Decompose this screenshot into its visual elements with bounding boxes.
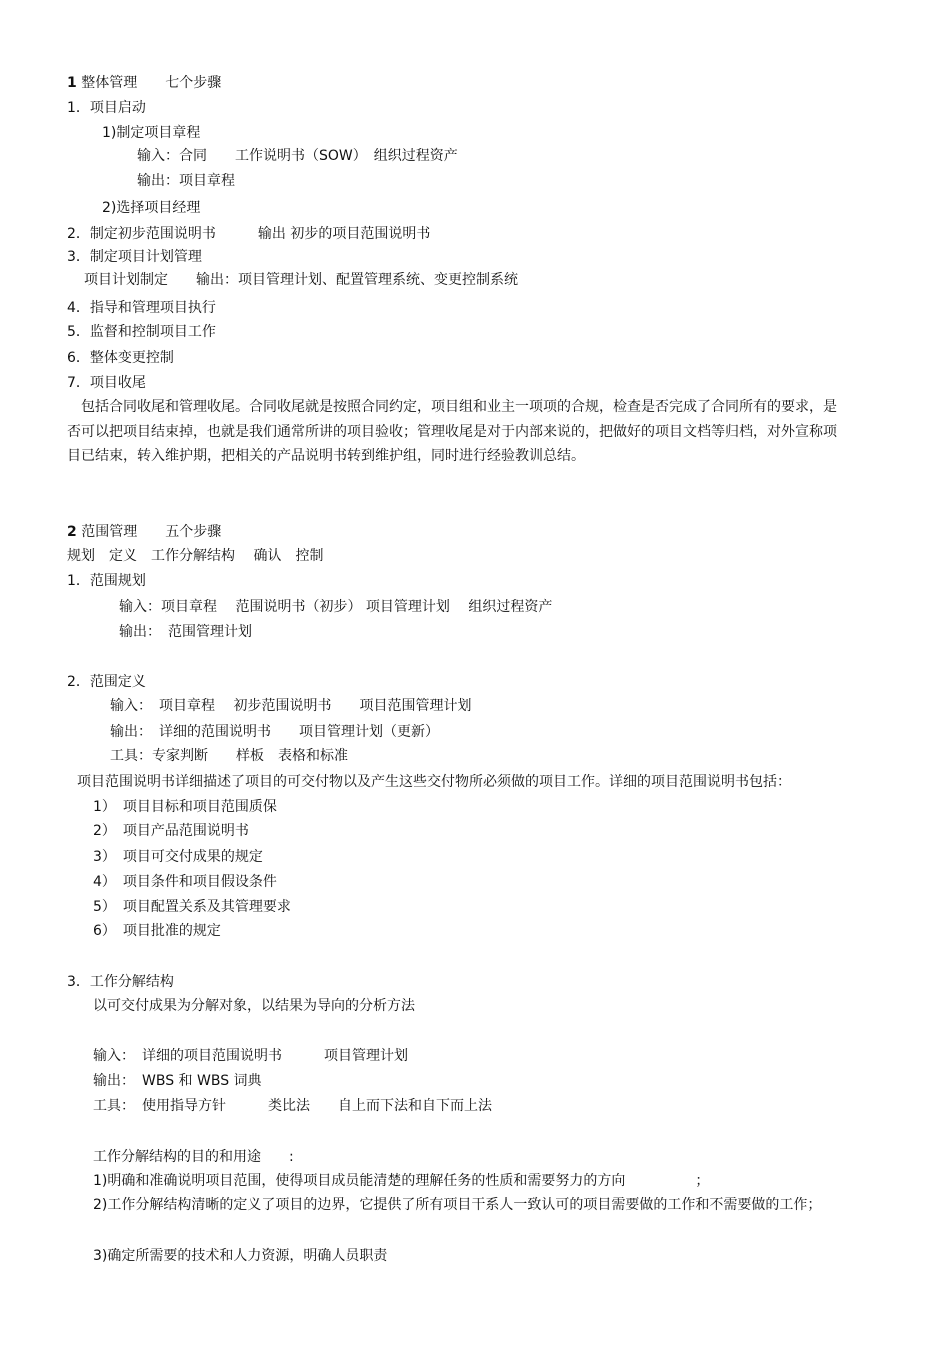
section-2-title: 范围管理 五个步骤: [76, 524, 222, 540]
s1-step-1-sub-1-output: 输出：项目章程: [137, 173, 235, 189]
section-1-title: 整体管理 七个步骤: [76, 75, 222, 91]
s2-step-1-input: 输入：项目章程 范围说明书（初步） 项目管理计划 组织过程资产: [119, 599, 553, 615]
s1-step-2: 2．制定初步范围说明书 输出 初步的项目范围说明书: [67, 226, 431, 242]
s2-step-3: 3．工作分解结构: [67, 974, 174, 990]
s1-step-7-paragraph: 包括合同收尾和管理收尾。合同收尾就是按照合同约定，项目组和业主一项项的合规，检查是否完成了合同所有的要求，是否可以把项目结束掉，也就是我们通常所讲的项目验收；管理收尾是对于内部来说的，把做好的项目文档等归档，对外宣称项目已结束，转入维护期，把相关的产品说明书转到维护组，同时进行经验教训总结。: [67, 399, 837, 464]
s2-step-3-purpose-2: 2)工作分解结构清晰的定义了项目的边界，它提供了所有项目干系人一致认可的项目需要做的工作和不需要做的工作；: [93, 1197, 822, 1213]
s1-step-7: 7．项目收尾: [67, 375, 146, 391]
s2-step-2-description: 项目范围说明书详细描述了项目的可交付物以及产生这些交付物所必须做的项目工作。详细的项目范围说明书包括：: [77, 774, 791, 790]
list-item: 6） 项目批准的规定: [93, 923, 221, 939]
list-item: 5） 项目配置关系及其管理要求: [93, 899, 291, 915]
s1-step-3-detail: 项目计划制定 输出：项目管理计划、配置管理系统、变更控制系统: [84, 272, 518, 288]
s2-step-2-tools: 工具：专家判断 样板 表格和标准: [110, 748, 348, 764]
section-2-number: 2: [67, 524, 77, 540]
section-1-number: 1: [67, 75, 77, 91]
s2-step-3-output: 输出： WBS 和 WBS 词典: [93, 1073, 262, 1089]
s2-step-2-output: 输出： 详细的范围说明书 项目管理计划（更新）: [110, 724, 439, 740]
list-item: 4） 项目条件和项目假设条件: [93, 874, 277, 890]
s1-step-1-sub-1: 1)制定项目章程: [102, 125, 201, 141]
s2-step-3-purpose: 工作分解结构的目的和用途 :: [93, 1149, 294, 1165]
s2-step-3-purpose-3: 3)确定所需要的技术和人力资源，明确人员职责: [93, 1248, 388, 1264]
s1-step-5: 5．监督和控制项目工作: [67, 324, 216, 340]
s1-step-3: 3．制定项目计划管理: [67, 249, 202, 265]
s1-step-6: 6．整体变更控制: [67, 350, 174, 366]
s2-step-3-input: 输入： 详细的项目范围说明书 项目管理计划: [93, 1048, 408, 1064]
s1-step-1: 1．项目启动: [67, 100, 146, 116]
s2-step-3-description: 以可交付成果为分解对象，以结果为导向的分析方法: [93, 998, 415, 1014]
s2-step-3-tools: 工具： 使用指导方针 类比法 自上而下法和自下而上法: [93, 1098, 492, 1114]
section-2-heading: [67, 522, 221, 542]
s2-step-2: 2．范围定义: [67, 674, 146, 690]
s1-step-1-sub-1-input: 输入：合同 工作说明书（SOW） 组织过程资产: [137, 148, 458, 164]
s1-step-4: 4．指导和管理项目执行: [67, 300, 216, 316]
section-1-heading: [67, 73, 221, 93]
list-item: 1） 项目目标和项目范围质保: [93, 799, 277, 815]
s1-step-1-sub-2: 2)选择项目经理: [102, 200, 201, 216]
s2-step-1-output: 输出： 范围管理计划: [119, 624, 252, 640]
s2-step-2-input: 输入： 项目章程 初步范围说明书 项目范围管理计划: [110, 698, 472, 714]
s2-step-3-purpose-1: 1)明确和准确说明项目范围，使得项目成员能清楚的理解任务的性质和需要努力的方向 ；: [93, 1173, 710, 1189]
list-item: 2） 项目产品范围说明书: [93, 823, 249, 839]
list-item: 3） 项目可交付成果的规定: [93, 849, 263, 865]
s2-overview: 规划 定义 工作分解结构 确认 控制: [67, 548, 324, 564]
s2-step-1: 1．范围规划: [67, 573, 146, 589]
